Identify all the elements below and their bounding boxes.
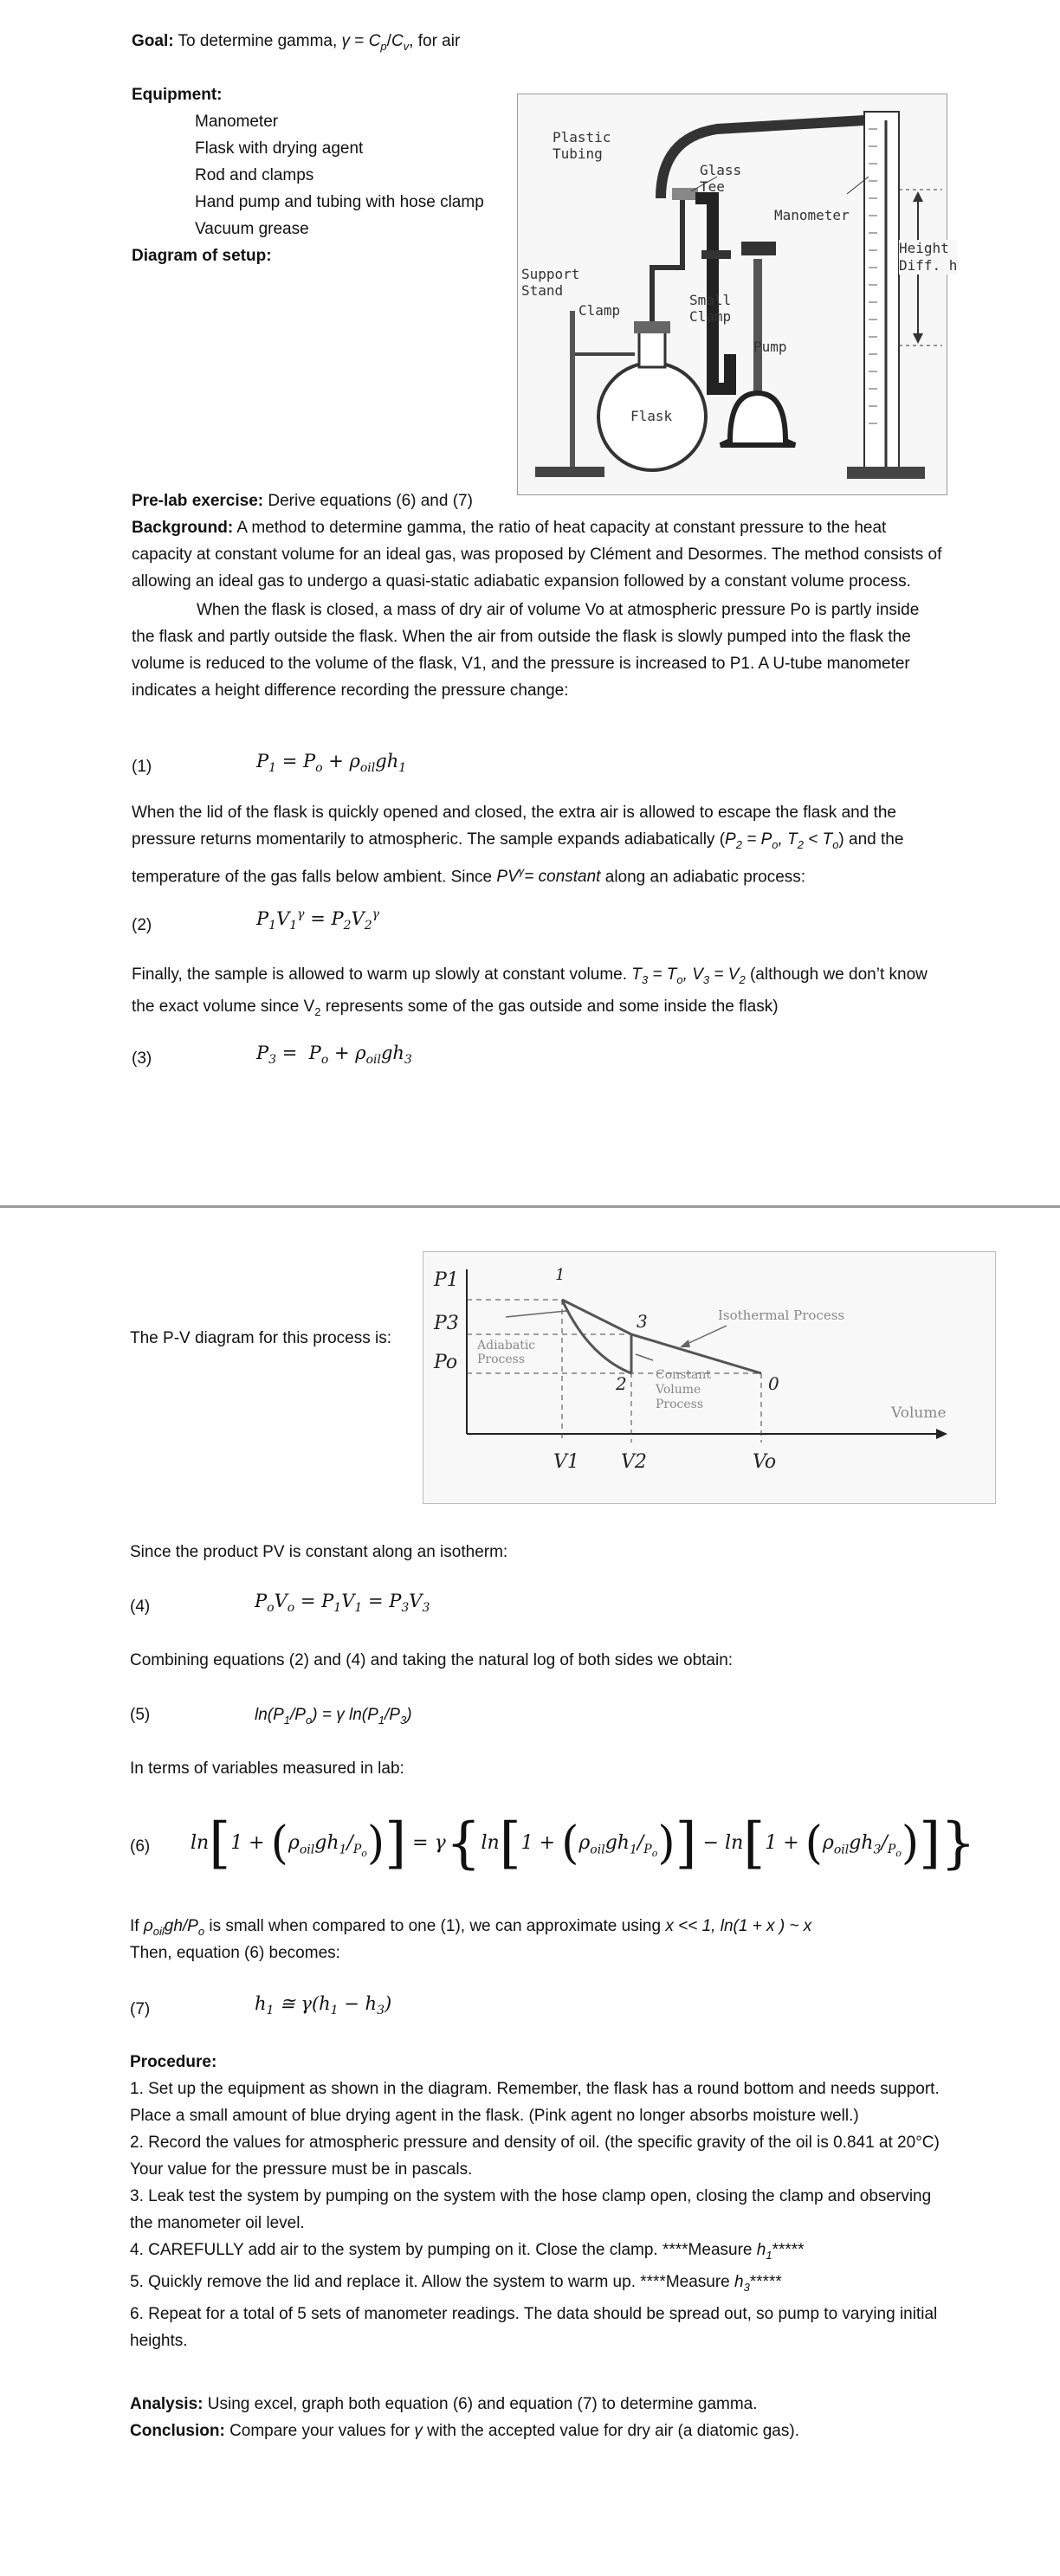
label-clamp: Clamp [578,302,621,319]
adiabatic-label: Adiabatic Process [477,1339,536,1366]
x-label-vo: Vo [753,1451,777,1473]
x-label-v1: V1 [553,1451,579,1473]
point-0: 0 [768,1373,779,1394]
point-1: 1 [555,1266,566,1284]
eq5-number: (5) [130,1706,151,1724]
page-two [0,1208,1060,2576]
eq4-expression: $P_oV_o = P_1V_1 = P_3V_3$ [255,1591,430,1616]
eq6-expression: $\ln[1 + (\rho_{oil}gh_1/_{P_o})] = \gamma\{\ln[1 + (\rho_{oil}gh_1/_{P_o})] - \ln[1 + (\rho_{oil}gh_3/_{P_o})]\}$ [191,1811,976,1876]
x-label-v2: V2 [621,1451,647,1473]
y-label-po: Po [434,1352,458,1373]
procedure-label: Procedure: [130,2053,217,2071]
analysis-label: Analysis: [130,2395,204,2413]
procedure-step: 5. Quickly remove the lid and replace it. Allow the system to warm up. ****Measure $h_3*****$ [130,2272,782,2294]
adiabatic-arrow [506,1311,566,1317]
y-label-p1: P1 [434,1269,459,1291]
procedure-step: 6. Repeat for a total of 5 sets of manometer readings. The data should be spread out, so pump to varying initial heights. [130,2304,938,2350]
pump-base [721,393,795,445]
adiabatic-curve [562,1300,631,1373]
constant-volume-label: Constant Volume Process [656,1368,711,1411]
approx-text-2: Then, equation (6) becomes: [130,1944,340,1962]
eq3-expression: $P_3 = P_o + \rho_{oil}gh_3$ [256,1043,412,1068]
eq5-expression: $\ln(P_1/P_o) = \gamma$ $\ln(P_1/P_3)$ [255,1706,412,1727]
flask-stopper [634,321,670,333]
background-text-2: When the flask is closed, a mass of dry air of volume Vo at atmospheric pressure Po is partly inside the flask and partly outside the flask. When the air from outside the flask is slowly pumped into the flask the volume is reduced to the volume of the flask, V1, and the pressure is increased to P1. A U-tube manometer indicates a height difference recording the pressure change: [132,601,920,700]
pv-intro: The P-V diagram for this process is: [130,1329,391,1347]
approx-text-1: If $\rho_{oil}gh/P_o$ is small when compared to one (1), we can approximate using x << 1, ln(1 + x ) ~ x [130,1917,812,1938]
eq6-number: (6) [130,1837,151,1856]
eq1-expression: $P_1 = P_o + \rho_{oil}gh_1$ [256,751,407,776]
equipment-label: Equipment: [132,86,223,104]
background-text-1: A method to determine gamma, the ratio of heat capacity at constant pressure to the heat capacity at constant volume for an ideal gas, was proposed by Clément and Desormes. The method consists of allowing an ideal gas to undergo a quasi-static adiabatic expansion followed by a constant volume process. [132,519,942,591]
isotherm-text: Since the product PV is constant along an isotherm: [130,1543,508,1561]
label-glass-tee: Glass Tee [700,162,742,195]
diagram-heading: Diagram of setup: [132,247,272,265]
flask-neck [639,328,665,367]
eq4-number: (4) [130,1598,151,1616]
goal-text: To determine gamma, $\gamma = C_p/C_v$, for air [178,32,461,53]
flask-tubing [652,194,682,321]
isothermal-arrow [683,1326,727,1346]
eq2-expression: $P_1V_1^\gamma = P_2V_2^\gamma$ [256,907,379,933]
label-flask: Flask [630,408,673,424]
procedure-step: 1. Set up the equipment as shown in the diagram. Remember, the flask has a round bottom and needs support. Place a small amount of blue drying agent in the flask. (Pink agent no longer absorbs moisture well.) [130,2080,940,2125]
procedure-step: 4. CAREFULLY add air to the system by pumping on it. Close the clamp. ****Measure $h_1*****$ [130,2241,805,2262]
setup-diagram [517,94,958,495]
eq7-number: (7) [130,2000,151,2018]
eq2-number: (2) [132,916,152,934]
equipment-item: Vacuum grease [195,220,309,238]
point-2: 2 [616,1373,627,1394]
equipment-item: Manometer [195,113,279,131]
procedure-step: 2. Record the values for atmospheric pressure and density of oil. (the specific gravity of the oil is 0.841 at 20°C) Your value for the pressure must be in pascals. [130,2134,940,2179]
background-label: Background: [132,519,234,537]
eq1-number: (1) [132,758,152,776]
adiabatic-paragraph: When the lid of the flask is quickly opened and closed, the extra air is allowed to escape the flask and the pressure returns momentarily to atmospheric. The sample expands adiabatically ($P_2 = P_o$, $T_2 < T_o$) and the temperature of the gas falls below ambient. Since $PV^\gamma=$ constant along an adiabatic process: [132,804,904,887]
lab-vars-text: In terms of variables measured in lab: [130,1759,404,1778]
label-small-clamp: Small Clamp [689,292,732,325]
warm-up-paragraph: Finally, the sample is allowed to warm up slowly at constant volume. $T_3 = T_o$, $V_3 = V_2$ (although we don’t know the exact volume since $V_2$ represents some of the gas outside and some inside the flask) [132,965,928,1018]
conclusion-text: Compare your values for γ with the accepted value for dry air (a diatomic gas). [229,2422,799,2440]
procedure-step: 3. Leak test the system by pumping on the system with the hose clamp open, closing the clamp and observing the manometer oil level. [130,2187,932,2232]
support-rod [570,311,575,467]
goal-line [132,28,460,60]
page-one [0,0,1060,1208]
volume-label: Volume [891,1404,947,1422]
stand-base [535,467,604,477]
pump-handle [741,242,776,255]
background-paragraph [132,514,946,704]
prelab-line [132,487,473,514]
combining-text: Combining equations (2) and (4) and taking the natural log of both sides we obtain: [130,1651,734,1669]
analysis-text: Using excel, graph both equation (6) and equation (7) to determine gamma. [207,2395,758,2413]
small-clamp [701,250,731,259]
conclusion-label: Conclusion: [130,2422,225,2440]
label-support-stand: Support Stand [521,266,580,299]
constant-volume-arrow [636,1354,653,1360]
point-3: 3 [637,1311,648,1332]
eq7-expression: $h_1$ ≅ $\gamma(h_1 - h_3)$ [255,1993,392,2018]
label-pump: Pump [753,339,787,355]
label-plastic-tubing: Plastic Tubing [553,129,611,162]
analysis-line [130,2391,758,2418]
pump-rod [753,259,762,397]
y-label-p3: P3 [434,1313,459,1334]
goal-label: Goal: [132,32,174,50]
conclusion-line [130,2418,799,2444]
eq3-number: (3) [132,1049,152,1068]
prelab-label: Pre-lab exercise: [132,492,264,510]
label-manometer: Manometer [774,207,850,223]
manometer-board [864,112,899,475]
isothermal-label: Isothermal Process [718,1307,845,1323]
manometer-base [847,467,925,479]
equipment-item: Rod and clamps [195,166,314,184]
prelab-text: Derive equations (6) and (7) [268,492,473,510]
pv-diagram [423,1251,996,1504]
procedure-steps [130,2076,944,2354]
equipment-item: Hand pump and tubing with hose clamp [195,193,484,211]
equipment-item: Flask with drying agent [195,139,364,158]
label-height-diff: Height Diff. h [899,240,958,274]
